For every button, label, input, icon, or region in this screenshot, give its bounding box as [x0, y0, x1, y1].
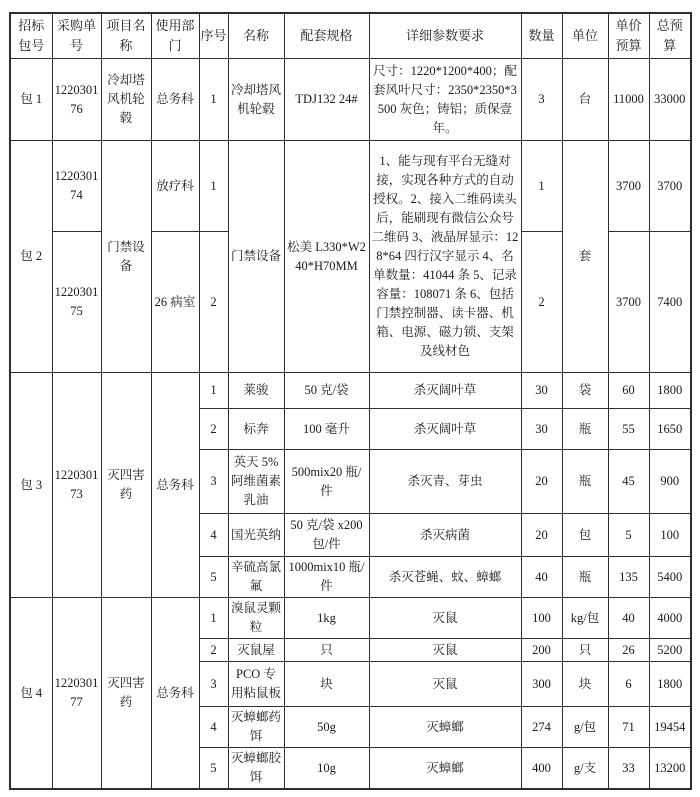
serial-no: 1	[199, 141, 228, 232]
item-name: 溴鼠灵颗粒	[228, 598, 284, 639]
total-budget: 1800	[649, 662, 691, 707]
item-spec: 50 克/袋	[284, 373, 369, 409]
unit: g/支	[562, 748, 608, 790]
quantity: 1	[521, 141, 562, 232]
purchase-order-no: 122030177	[52, 598, 101, 790]
project-name: 灭四害药	[101, 598, 151, 790]
item-name: 门禁设备	[228, 141, 284, 373]
item-spec: 1000mix10 瓶/件	[284, 557, 369, 598]
item-params: 灭鼠	[369, 662, 521, 707]
item-name: 辛硫高氯氟	[228, 557, 284, 598]
unit-price-budget: 11000	[608, 59, 649, 141]
bid-package-id: 包 4	[10, 598, 52, 790]
unit: 块	[562, 662, 608, 707]
quantity: 2	[521, 232, 562, 373]
column-header: 序号	[199, 13, 228, 59]
using-department: 放疗科	[151, 141, 199, 232]
total-budget: 5200	[649, 639, 691, 662]
project-name: 灭四害药	[101, 373, 151, 598]
quantity: 40	[521, 557, 562, 598]
total-budget: 1800	[649, 373, 691, 409]
purchase-order-no: 122030174	[52, 141, 101, 232]
project-name: 冷却塔风机轮毂	[101, 59, 151, 141]
item-name: 标奔	[228, 409, 284, 450]
item-spec: 500mix20 瓶/件	[284, 450, 369, 514]
item-name: 莱骏	[228, 373, 284, 409]
item-params: 杀灭阔叶草	[369, 373, 521, 409]
table-row	[10, 598, 691, 639]
item-params: 灭蟑螂	[369, 748, 521, 790]
column-header: 总预算	[649, 13, 691, 59]
total-budget: 13200	[649, 748, 691, 790]
item-name: 英天 5%阿维菌素乳油	[228, 450, 284, 514]
column-header: 采购单号	[52, 13, 101, 59]
serial-no: 1	[199, 59, 228, 141]
quantity: 100	[521, 598, 562, 639]
item-params: 杀灭病菌	[369, 514, 521, 557]
unit: 只	[562, 639, 608, 662]
quantity: 20	[521, 450, 562, 514]
item-name: 灭蟑螂胶饵	[228, 748, 284, 790]
item-spec: 10g	[284, 748, 369, 790]
total-budget: 5400	[649, 557, 691, 598]
item-spec: 50 克/袋 x200 包/件	[284, 514, 369, 557]
quantity: 400	[521, 748, 562, 790]
item-spec: 松美 L330*W240*H70MM	[284, 141, 369, 373]
column-header: 配套规格	[284, 13, 369, 59]
total-budget: 33000	[649, 59, 691, 141]
column-header: 项目名称	[101, 13, 151, 59]
serial-no: 4	[199, 707, 228, 748]
quantity: 200	[521, 639, 562, 662]
serial-no: 2	[199, 232, 228, 373]
unit-price-budget: 45	[608, 450, 649, 514]
column-header: 使用部门	[151, 13, 199, 59]
bid-package-id: 包 2	[10, 141, 52, 373]
unit: 瓶	[562, 409, 608, 450]
quantity: 300	[521, 662, 562, 707]
unit-price-budget: 40	[608, 598, 649, 639]
serial-no: 1	[199, 598, 228, 639]
procurement-table	[9, 12, 692, 790]
total-budget: 4000	[649, 598, 691, 639]
unit: 瓶	[562, 557, 608, 598]
item-spec: 1kg	[284, 598, 369, 639]
item-name: 灭鼠屋	[228, 639, 284, 662]
item-params: 杀灭青、芽虫	[369, 450, 521, 514]
serial-no: 5	[199, 748, 228, 790]
item-name: PCO 专用粘鼠板	[228, 662, 284, 707]
table-row	[10, 59, 691, 141]
total-budget: 19454	[649, 707, 691, 748]
unit-price-budget: 135	[608, 557, 649, 598]
item-spec: 50g	[284, 707, 369, 748]
bid-package-id: 包 1	[10, 59, 52, 141]
unit: g/包	[562, 707, 608, 748]
table-body	[10, 59, 691, 790]
column-header: 单价预算	[608, 13, 649, 59]
item-params: 灭蟑螂	[369, 707, 521, 748]
total-budget: 900	[649, 450, 691, 514]
purchase-order-no: 122030175	[52, 232, 101, 373]
item-params: 灭鼠	[369, 598, 521, 639]
item-name: 灭蟑螂药饵	[228, 707, 284, 748]
serial-no: 2	[199, 409, 228, 450]
unit-price-budget: 6	[608, 662, 649, 707]
table-row	[10, 141, 691, 232]
unit-price-budget: 60	[608, 373, 649, 409]
unit-price-budget: 3700	[608, 232, 649, 373]
total-budget: 100	[649, 514, 691, 557]
quantity: 30	[521, 409, 562, 450]
unit: 套	[562, 141, 608, 373]
purchase-order-no: 122030176	[52, 59, 101, 141]
unit-price-budget: 55	[608, 409, 649, 450]
item-spec: TDJ132 24#	[284, 59, 369, 141]
quantity: 20	[521, 514, 562, 557]
item-params: 尺寸：1220*1200*400；配套风叶尺寸：2350*2350*3500 灰色；铸铝；质保壹年。	[369, 59, 521, 141]
unit-price-budget: 26	[608, 639, 649, 662]
column-header: 单位	[562, 13, 608, 59]
unit: 袋	[562, 373, 608, 409]
column-header: 详细参数要求	[369, 13, 521, 59]
total-budget: 1650	[649, 409, 691, 450]
item-params: 1、能与现有平台无缝对接，实现各种方式的自动授权。2、接入二维码读头后，能刷现有微信公众号二维码 3、液晶屏显示：128*64 四行汉字显示 4、名单数量：41044 条 5、记录容量：108071 条 6、包括门禁控制器、读卡器、机箱、电源、磁力锁、支架及线材色	[369, 141, 521, 373]
unit: kg/包	[562, 598, 608, 639]
using-department: 26 病室	[151, 232, 199, 373]
unit-price-budget: 33	[608, 748, 649, 790]
serial-no: 4	[199, 514, 228, 557]
column-header: 招标包号	[10, 13, 52, 59]
bid-package-id: 包 3	[10, 373, 52, 598]
total-budget: 3700	[649, 141, 691, 232]
total-budget: 7400	[649, 232, 691, 373]
quantity: 274	[521, 707, 562, 748]
unit: 包	[562, 514, 608, 557]
item-params: 杀灭苍蝇、蚊、蟑螂	[369, 557, 521, 598]
item-spec: 只	[284, 639, 369, 662]
item-spec: 100 毫升	[284, 409, 369, 450]
serial-no: 3	[199, 450, 228, 514]
column-header: 名称	[228, 13, 284, 59]
serial-no: 1	[199, 373, 228, 409]
item-name: 国光英纳	[228, 514, 284, 557]
table-row	[10, 373, 691, 409]
using-department: 总务科	[151, 598, 199, 790]
unit-price-budget: 3700	[608, 141, 649, 232]
serial-no: 2	[199, 639, 228, 662]
quantity: 3	[521, 59, 562, 141]
purchase-order-no: 122030173	[52, 373, 101, 598]
quantity: 30	[521, 373, 562, 409]
unit: 瓶	[562, 450, 608, 514]
serial-no: 3	[199, 662, 228, 707]
header-row	[10, 13, 691, 59]
unit-price-budget: 71	[608, 707, 649, 748]
unit: 台	[562, 59, 608, 141]
using-department: 总务科	[151, 373, 199, 598]
item-spec: 块	[284, 662, 369, 707]
using-department: 总务科	[151, 59, 199, 141]
item-params: 灭鼠	[369, 639, 521, 662]
item-name: 冷却塔风机轮毂	[228, 59, 284, 141]
item-params: 杀灭阔叶草	[369, 409, 521, 450]
unit-price-budget: 5	[608, 514, 649, 557]
project-name: 门禁设备	[101, 141, 151, 373]
serial-no: 5	[199, 557, 228, 598]
column-header: 数量	[521, 13, 562, 59]
